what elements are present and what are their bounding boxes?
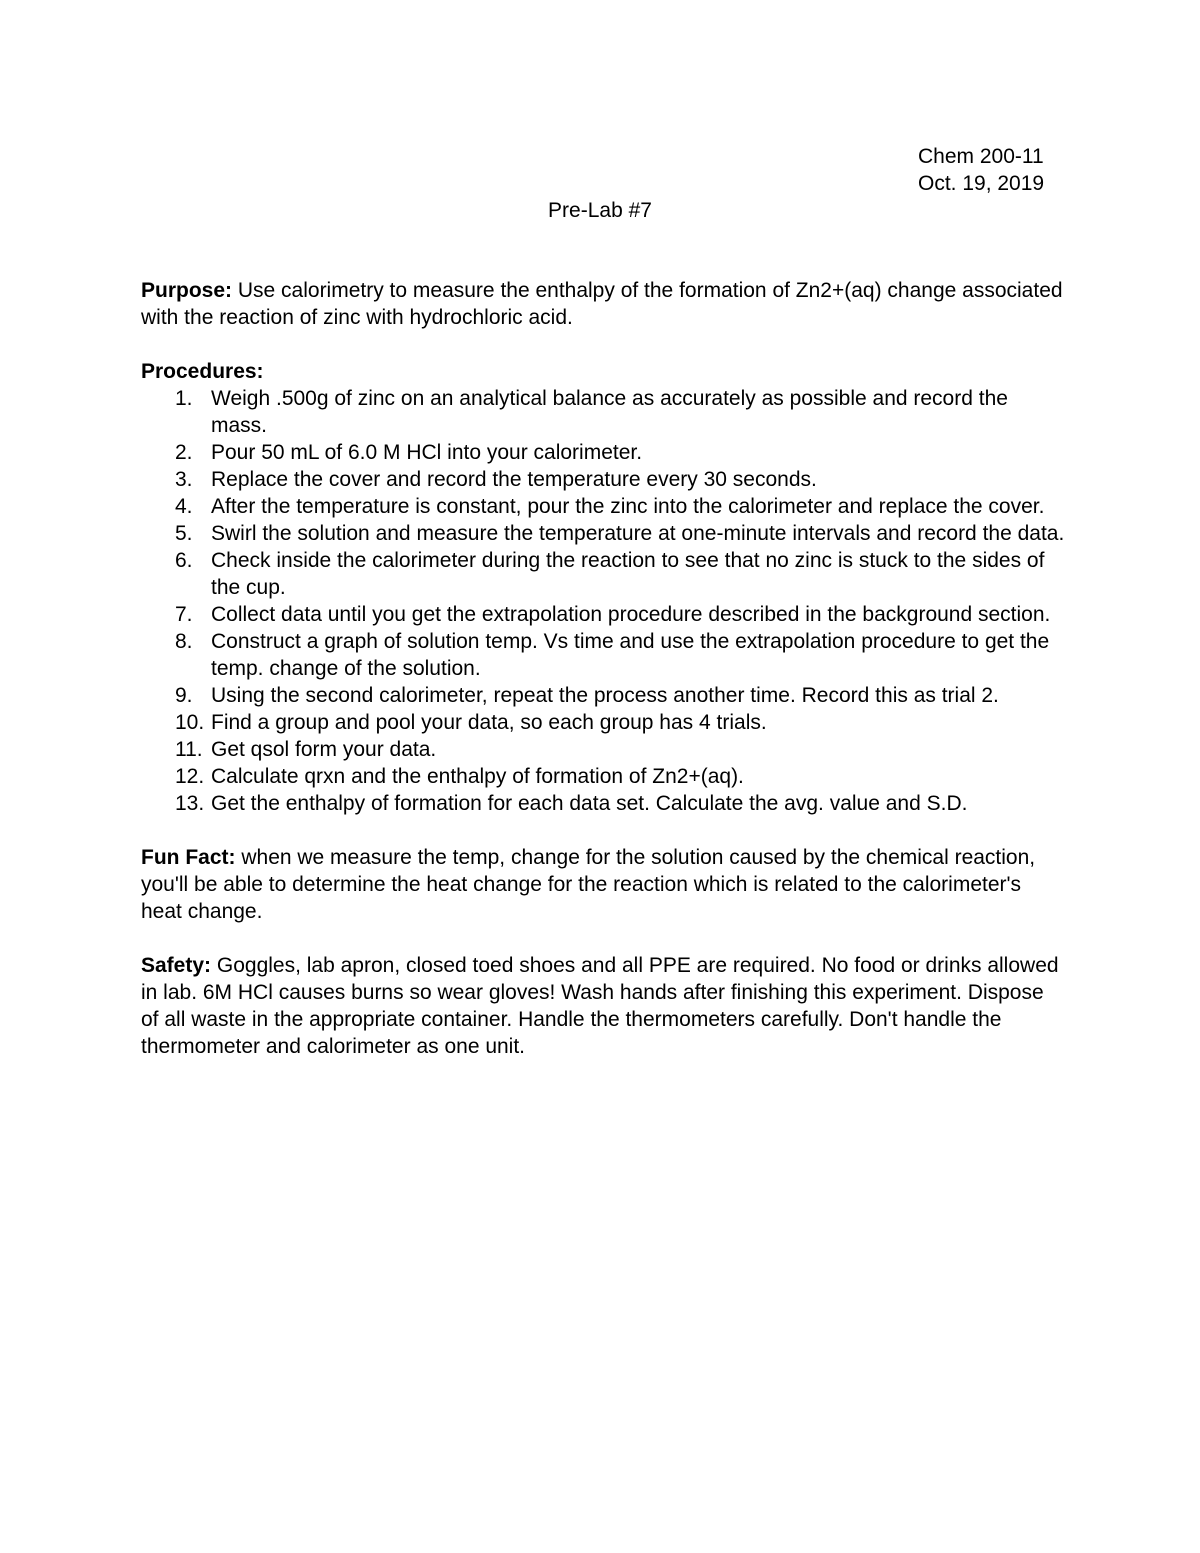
step-text: Pour 50 mL of 6.0 M HCl into your calorimeter. [211,441,643,464]
step-text: Replace the cover and record the temperature every 30 seconds. [211,468,817,491]
procedure-step [141,547,1066,601]
step-text: Find a group and pool your data, so each group has 4 trials. [211,711,767,734]
safety-text: Goggles, lab apron, closed toed shoes and all PPE are required. No food or drinks allowed in lab. 6M HCl causes burns so wear gloves! Wash hands after finishing this experiment. Dispose of all waste in the appropriate container. Handle the thermometers carefully. Don't handle the thermometer and calorimeter as one unit. [141,954,1059,1058]
step-text: Construct a graph of solution temp. Vs time and use the extrapolation procedure to get the temp. change of the solution. [211,630,1050,680]
step-number: 4. [175,495,193,518]
document-header [918,143,1118,197]
fun-fact-text: when we measure the temp, change for the solution caused by the chemical reaction, you'll be able to determine the heat change for the reaction which is related to the calorimeter's heat change. [141,846,1036,923]
purpose-section [141,277,1066,331]
document-date: Oct. 19, 2019 [918,172,1045,195]
step-number: 3. [175,468,193,491]
procedure-step [141,385,1066,439]
purpose-text: Use calorimetry to measure the enthalpy of the formation of Zn2+(aq) change associated with the reaction of zinc with hydrochloric acid. [141,279,1063,329]
step-number: 2. [175,441,193,464]
safety-section [141,952,1066,1060]
step-number: 5. [175,522,193,545]
step-text: Collect data until you get the extrapolation procedure described in the background section. [211,603,1051,626]
page-title: Pre-Lab #7 [548,199,652,222]
procedure-step [141,628,1066,682]
step-text: Weigh .500g of zinc on an analytical balance as accurately as possible and record the mass. [211,387,1008,437]
step-text: Using the second calorimeter, repeat the process another time. Record this as trial 2. [211,684,999,707]
procedure-step [141,682,1066,709]
step-text: Swirl the solution and measure the temperature at one-minute intervals and record the data. [211,522,1065,545]
step-number: 11. [175,738,203,761]
document-body [141,277,1066,1060]
step-text: Get the enthalpy of formation for each data set. Calculate the avg. value and S.D. [211,792,968,815]
step-number: 12. [175,765,205,788]
fun-fact-label: Fun Fact: [141,846,236,869]
step-text: Check inside the calorimeter during the reaction to see that no zinc is stuck to the sides of the cup. [211,549,1045,599]
procedure-step [141,790,1066,817]
procedure-step [141,520,1066,547]
step-text: Calculate qrxn and the enthalpy of formation of Zn2+(aq). [211,765,744,788]
step-number: 6. [175,549,193,572]
step-number: 1. [175,387,193,410]
step-text: After the temperature is constant, pour the zinc into the calorimeter and replace the cover. [211,495,1045,518]
step-number: 9. [175,684,193,707]
procedure-step [141,601,1066,628]
step-number: 7. [175,603,193,626]
procedure-step [141,493,1066,520]
procedures-label: Procedures: [141,360,264,383]
procedures-section [141,358,1066,817]
procedures-list [141,385,1066,817]
safety-label: Safety: [141,954,212,977]
step-number: 10. [175,711,205,734]
step-number: 13. [175,792,205,815]
procedure-step [141,439,1066,466]
procedure-step [141,466,1066,493]
fun-fact-section [141,844,1066,925]
purpose-label: Purpose: [141,279,233,302]
procedure-step [141,709,1066,736]
step-number: 8. [175,630,193,653]
step-text: Get qsol form your data. [211,738,437,761]
course-name: Chem 200-11 [918,145,1044,168]
procedure-step [141,763,1066,790]
procedure-step [141,736,1066,763]
